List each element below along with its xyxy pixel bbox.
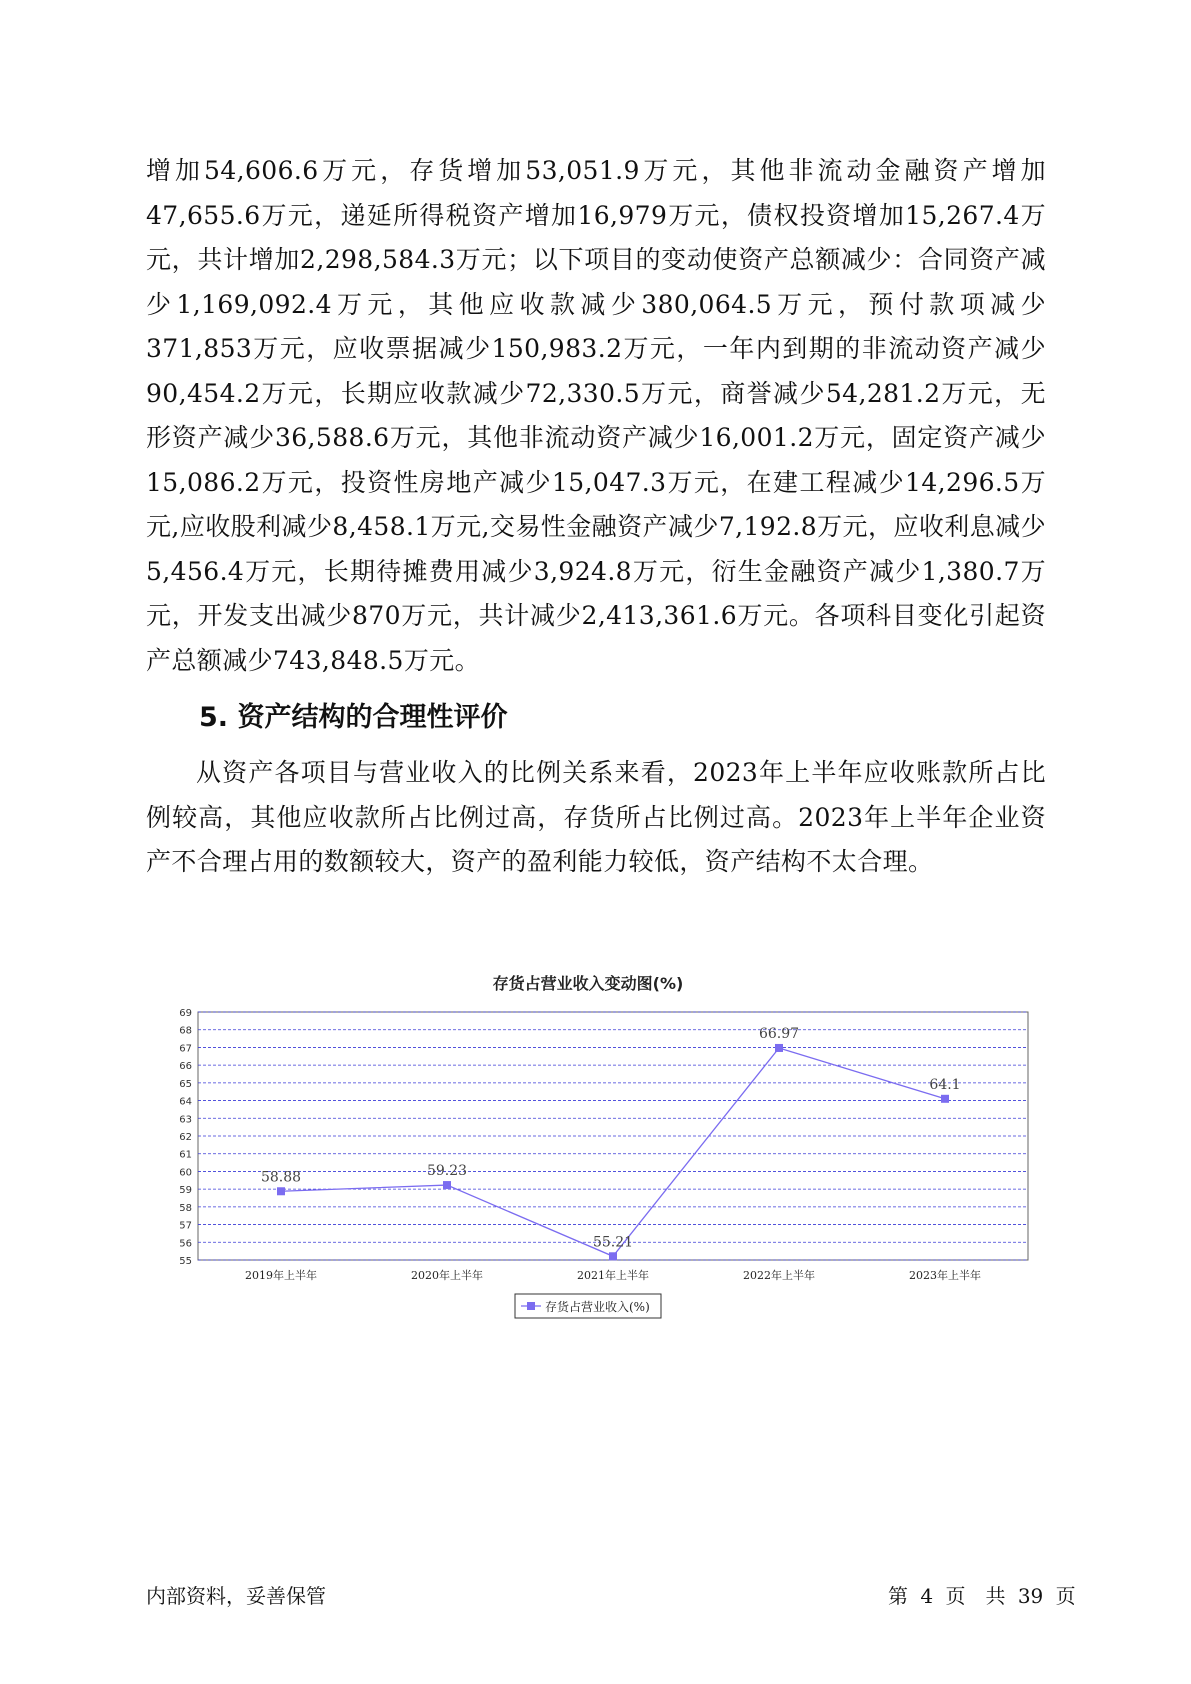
- data-point-marker: [277, 1187, 285, 1195]
- page-number: 4: [920, 1584, 934, 1608]
- y-tick-label: 67: [179, 1043, 192, 1055]
- y-tick-label: 69: [179, 1008, 192, 1019]
- body-paragraph: 从资产各项目与营业收入的比例关系来看，2023年上半年应收账款所占比例较高，其他应收款所占比例过高，存货所占比例过高。2023年上半年企业资产不合理占用的数额较大，资产的盈利能力较低，资产结构不太合理。: [146, 758, 1046, 876]
- data-point-marker: [775, 1044, 783, 1052]
- y-tick-label: 57: [179, 1220, 192, 1232]
- y-tick-label: 61: [179, 1149, 192, 1161]
- page-label-mid: 页 共: [945, 1584, 1006, 1608]
- y-tick-label: 62: [179, 1132, 192, 1143]
- x-tick-label: 2022年上半年: [743, 1269, 815, 1282]
- y-tick-label: 59: [179, 1185, 192, 1197]
- footer-confidential-note: 内部资料，妥善保管: [146, 1584, 326, 1608]
- legend-swatch-marker: [527, 1302, 535, 1310]
- data-point-marker: [941, 1095, 949, 1103]
- data-point-marker: [609, 1252, 617, 1260]
- y-tick-label: 60: [179, 1167, 192, 1179]
- data-label: 58.88: [260, 1169, 302, 1186]
- y-tick-label: 64: [179, 1096, 192, 1108]
- footer-page-number: [888, 1582, 1076, 1610]
- x-tick-label: 2023年上半年: [909, 1269, 981, 1282]
- total-pages: 39: [1017, 1584, 1044, 1608]
- x-tick-label: 2020年上半年: [411, 1269, 483, 1282]
- page-label-suffix: 页: [1055, 1584, 1076, 1608]
- body-paragraph: 增加54,606.6万元，存货增加53,051.9万元，其他非流动金融资产增加47,655.6万元，递延所得税资产增加16,979万元，债权投资增加15,267.4万元，共计增加2,298,584.3万元；以下项目的变动使资产总额减少：合同资产减少1,169,092.4万元，其他应收款减少380,064.5万元，预付款项减少371,853万元，应收票据减少150,983.2万元，一年内到期的非流动资产减少90,454.2万元，长期应收款减少72,330.5万元，商誉减少54,281.2万元，无形资产减少36,588.6万元，其他非流动资产减少16,001.2万元，固定资产减少15,086.2万元，投资性房地产减少15,047.3万元，在建工程减少14,296.5万元,应收股利减少8,458.1万元,交易性金融资产减少7,192.8万元，应收利息减少5,456.4万元，长期待摊费用减少3,924.8万元，衍生金融资产减少1,380.7万元，开发支出减少870万元，共计减少2,413,361.6万元。各项科目变化引起资产总额减少743,848.5万元。: [146, 156, 1046, 675]
- page-label-prefix: 第: [888, 1584, 908, 1608]
- y-tick-label: 55: [179, 1256, 192, 1267]
- series-line: [281, 1048, 945, 1256]
- data-label: 66.97: [758, 1025, 800, 1042]
- y-tick-label: 65: [179, 1078, 192, 1090]
- legend-label: 存货占营业收入(%): [545, 1300, 650, 1314]
- chart-title: 存货占营业收入变动图(%): [492, 974, 684, 993]
- data-point-marker: [443, 1181, 451, 1189]
- y-tick-label: 63: [179, 1114, 192, 1126]
- data-label: 55.21: [592, 1234, 634, 1251]
- data-label: 64.1: [929, 1076, 961, 1093]
- y-tick-label: 66: [179, 1061, 192, 1073]
- section-heading: 5. 资产结构的合理性评价: [199, 702, 508, 733]
- x-tick-label: 2019年上半年: [245, 1269, 317, 1282]
- inventory-ratio-chart: [146, 965, 1046, 1425]
- data-label: 59.23: [426, 1163, 468, 1180]
- y-tick-label: 68: [179, 1025, 192, 1037]
- y-tick-label: 58: [179, 1202, 192, 1214]
- y-tick-label: 56: [179, 1238, 192, 1250]
- chart-svg: [146, 965, 1046, 1425]
- x-tick-label: 2021年上半年: [577, 1269, 649, 1282]
